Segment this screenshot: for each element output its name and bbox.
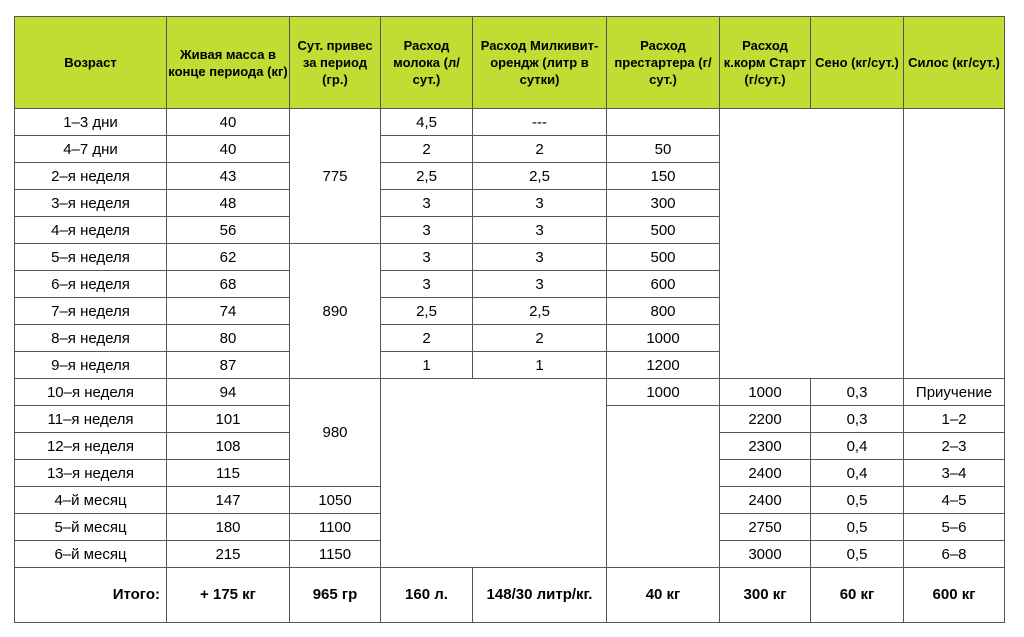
milkivit-cell: 2,5 xyxy=(473,298,607,325)
prestarter-cell: 1000 xyxy=(607,379,720,406)
gain-cell: 1150 xyxy=(290,541,381,568)
milk-cell: 3 xyxy=(381,190,473,217)
milkivit-cell: 2 xyxy=(473,325,607,352)
milk-cell: 1 xyxy=(381,352,473,379)
prestarter-cell: 500 xyxy=(607,244,720,271)
silage-cell: 6–8 xyxy=(904,541,1005,568)
empty-area xyxy=(904,109,1005,379)
hay-cell: 0,5 xyxy=(811,487,904,514)
silage-cell: 3–4 xyxy=(904,460,1005,487)
table-row xyxy=(15,379,1005,406)
mass-cell: 94 xyxy=(167,379,290,406)
mass-cell: 40 xyxy=(167,136,290,163)
milkivit-cell: 1 xyxy=(473,352,607,379)
start-feed-cell: 2750 xyxy=(720,514,811,541)
age-cell: 2–я неделя xyxy=(15,163,167,190)
milkivit-cell: 3 xyxy=(473,271,607,298)
gain-group-cell: 980 xyxy=(290,379,381,487)
totals-row xyxy=(15,568,1005,623)
mass-cell: 147 xyxy=(167,487,290,514)
age-cell: 8–я неделя xyxy=(15,325,167,352)
mass-cell: 74 xyxy=(167,298,290,325)
mass-cell: 56 xyxy=(167,217,290,244)
empty-area xyxy=(381,379,607,568)
age-cell: 3–я неделя xyxy=(15,190,167,217)
age-cell: 4–я неделя xyxy=(15,217,167,244)
age-cell: 6–й месяц xyxy=(15,541,167,568)
milkivit-cell: 3 xyxy=(473,190,607,217)
header-milk: Расход молока (л/сут.) xyxy=(381,17,473,109)
mass-cell: 101 xyxy=(167,406,290,433)
age-cell: 7–я неделя xyxy=(15,298,167,325)
start-feed-cell: 2300 xyxy=(720,433,811,460)
mass-cell: 115 xyxy=(167,460,290,487)
milkivit-cell: 2 xyxy=(473,136,607,163)
hay-cell: 0,3 xyxy=(811,406,904,433)
age-cell: 6–я неделя xyxy=(15,271,167,298)
header-milkivit: Расход Милкивит-орендж (литр в сутки) xyxy=(473,17,607,109)
total-milkivit: 148/30 литр/кг. xyxy=(473,568,607,623)
prestarter-cell xyxy=(607,109,720,136)
mass-cell: 180 xyxy=(167,514,290,541)
total-mass: + 175 кг xyxy=(167,568,290,623)
start-feed-cell: 1000 xyxy=(720,379,811,406)
gain-group-cell: 890 xyxy=(290,244,381,379)
age-cell: 10–я неделя xyxy=(15,379,167,406)
milk-cell: 3 xyxy=(381,244,473,271)
age-cell: 1–3 дни xyxy=(15,109,167,136)
age-cell: 9–я неделя xyxy=(15,352,167,379)
milk-cell: 3 xyxy=(381,217,473,244)
mass-cell: 62 xyxy=(167,244,290,271)
silage-cell: 2–3 xyxy=(904,433,1005,460)
milk-cell: 2 xyxy=(381,325,473,352)
milkivit-cell: 2,5 xyxy=(473,163,607,190)
silage-cell: 4–5 xyxy=(904,487,1005,514)
total-start-feed: 300 кг xyxy=(720,568,811,623)
total-milk: 160 л. xyxy=(381,568,473,623)
empty-area xyxy=(607,406,720,568)
mass-cell: 48 xyxy=(167,190,290,217)
mass-cell: 108 xyxy=(167,433,290,460)
totals-label: Итого: xyxy=(15,568,167,623)
hay-cell: 0,3 xyxy=(811,379,904,406)
prestarter-cell: 300 xyxy=(607,190,720,217)
age-cell: 12–я неделя xyxy=(15,433,167,460)
silage-cell: 5–6 xyxy=(904,514,1005,541)
start-feed-cell: 2400 xyxy=(720,460,811,487)
milk-cell: 2 xyxy=(381,136,473,163)
hay-cell: 0,5 xyxy=(811,514,904,541)
prestarter-cell: 800 xyxy=(607,298,720,325)
header-row xyxy=(15,17,1005,109)
mass-cell: 68 xyxy=(167,271,290,298)
mass-cell: 40 xyxy=(167,109,290,136)
age-cell: 5–я неделя xyxy=(15,244,167,271)
milk-cell: 2,5 xyxy=(381,163,473,190)
hay-cell: 0,5 xyxy=(811,541,904,568)
header-gain: Сут. привес за период (гр.) xyxy=(290,17,381,109)
mass-cell: 80 xyxy=(167,325,290,352)
total-hay: 60 кг xyxy=(811,568,904,623)
prestarter-cell: 500 xyxy=(607,217,720,244)
milkivit-cell: 3 xyxy=(473,217,607,244)
table-row xyxy=(15,109,1005,136)
milk-cell: 4,5 xyxy=(381,109,473,136)
header-mass: Живая масса в конце периода (кг) xyxy=(167,17,290,109)
prestarter-cell: 1200 xyxy=(607,352,720,379)
header-silage: Силос (кг/сут.) xyxy=(904,17,1005,109)
age-cell: 11–я неделя xyxy=(15,406,167,433)
milkivit-cell: 3 xyxy=(473,244,607,271)
prestarter-cell: 50 xyxy=(607,136,720,163)
mass-cell: 87 xyxy=(167,352,290,379)
header-start-feed: Расход к.корм Старт (г/сут.) xyxy=(720,17,811,109)
gain-cell: 1050 xyxy=(290,487,381,514)
mass-cell: 43 xyxy=(167,163,290,190)
prestarter-cell: 1000 xyxy=(607,325,720,352)
prestarter-cell: 600 xyxy=(607,271,720,298)
prestarter-cell: 150 xyxy=(607,163,720,190)
silage-cell: 1–2 xyxy=(904,406,1005,433)
header-hay: Сено (кг/сут.) xyxy=(811,17,904,109)
start-feed-cell: 2200 xyxy=(720,406,811,433)
total-prestarter: 40 кг xyxy=(607,568,720,623)
age-cell: 5–й месяц xyxy=(15,514,167,541)
gain-cell: 1100 xyxy=(290,514,381,541)
age-cell: 4–й месяц xyxy=(15,487,167,514)
total-gain: 965 гр xyxy=(290,568,381,623)
milkivit-cell: --- xyxy=(473,109,607,136)
age-cell: 4–7 дни xyxy=(15,136,167,163)
hay-cell: 0,4 xyxy=(811,460,904,487)
start-feed-cell: 3000 xyxy=(720,541,811,568)
gain-group-cell: 775 xyxy=(290,109,381,244)
milk-cell: 2,5 xyxy=(381,298,473,325)
silage-cell: Приучение xyxy=(904,379,1005,406)
start-feed-cell: 2400 xyxy=(720,487,811,514)
feeding-table xyxy=(14,16,1005,623)
age-cell: 13–я неделя xyxy=(15,460,167,487)
mass-cell: 215 xyxy=(167,541,290,568)
total-silage: 600 кг xyxy=(904,568,1005,623)
milk-cell: 3 xyxy=(381,271,473,298)
empty-area xyxy=(720,109,904,379)
header-prestarter: Расход престартера (г/сут.) xyxy=(607,17,720,109)
header-age: Возраст xyxy=(15,17,167,109)
hay-cell: 0,4 xyxy=(811,433,904,460)
